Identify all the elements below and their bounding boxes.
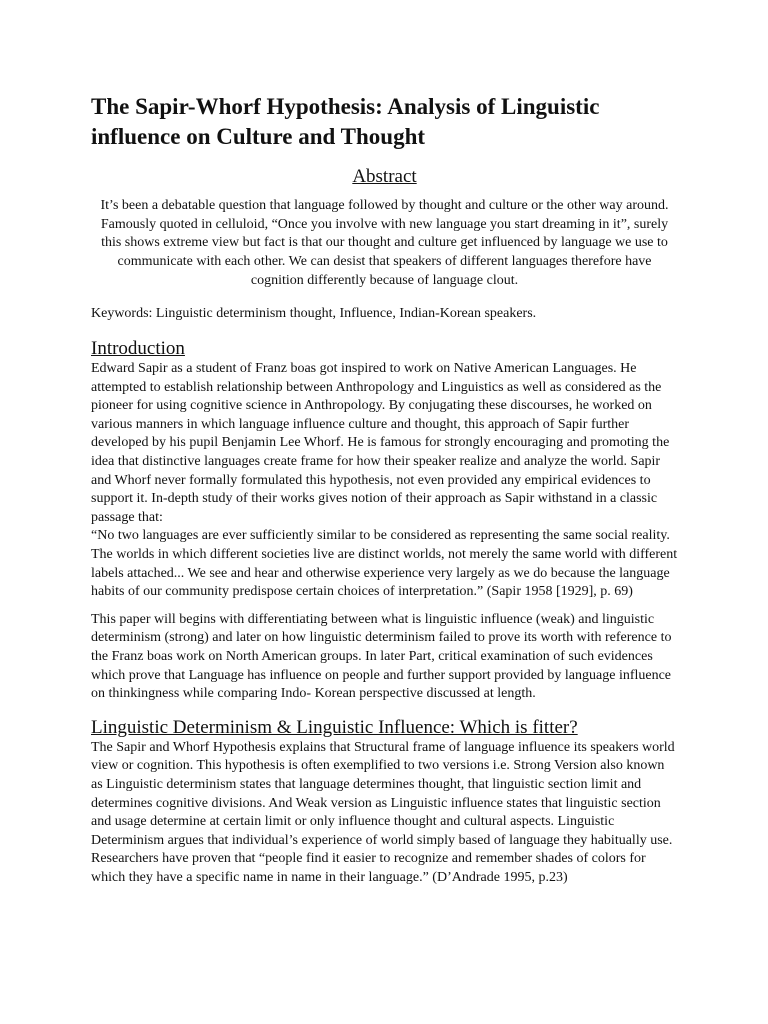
section-heading-linguistic-determinism: Linguistic Determinism & Linguistic Influence: Which is fitter? [91,716,578,738]
linguistic-determinism-paragraph: The Sapir and Whorf Hypothesis explains that Structural frame of language influence its speakers world view or cognition. This hypothesis is often exemplified to two versions i.e. Strong Version also known as Linguistic determinism states that language determines thought, that linguistic section limit and determines cognitive divisions. And Weak version as Linguistic influence states that linguistic section and usage determine at certain limit or only influence thought and cultural aspects. Linguistic Determinism argues that individual’s experience of world simply based of language they habitually use. Researchers have proven that “people find it easier to recognize and remember shades of colors for which they have a specific name in name in their language.” (D’Andrade 1995, p.23) [91,739,675,885]
introduction-paragraph: Edward Sapir as a student of Franz boas got inspired to work on Native American Languages. He attempted to establish relationship between Anthropology and Linguistics as well as considered as the pioneer for using cognitive science in Anthropology. By conjugating these discourses, he worked on various manners in which language influence culture and thought, this approach of Sapir further developed by his pupil Benjamin Lee Whorf. He is famous for strongly encouraging and promoting the idea that distinctive languages create frame for how their speaker realize and analyze the world. Sapir and Whorf never formally formulated this hypothesis, not even provided any empirical evidences to support it. In-depth study of their works gives notion of their approach as Sapir withstand in a classic passage that: [91,361,670,525]
document-title: The Sapir-Whorf Hypothesis: Analysis of Linguistic influence on Culture and Thought [91,94,600,149]
section-heading-introduction: Introduction [91,338,185,360]
abstract-text: It’s been a debatable question that language followed by thought and culture or the other way around. Famously quoted in celluloid, “Once you involve with new language you start dreaming in it”, surely this shows extreme view but fact is that our thought and culture get influenced by language we use to communicate with each other. We can desist that speakers of different languages therefore have cognition differently because of language clout. [100,198,669,288]
abstract-heading: Abstract [352,166,417,187]
keywords: Keywords: Linguistic determinism thought, Influence, Indian-Korean speakers. [91,305,537,321]
paper-outline-paragraph: This paper will begins with differentiating between what is linguistic influence (weak) and linguistic determinism (strong) and later on how linguistic determinism failed to prove its worth with reference to the Franz boas work on North American groups. In later Part, critical examination of such evidences which prove that Language has influence on people and further support provided by language influence on thinkingness while comparing Indo- Korean perspective discussed at length. [91,611,672,702]
sapir-quote-paragraph: “No two languages are ever sufficiently similar to be considered as representing the same social reality. The worlds in which different societies live are distinct worlds, not merely the same world with different labels attached... We see and hear and otherwise experience very largely as we do because the language habits of our community predispose certain choices of interpretation.” (Sapir 1958 [1929], p. 69) [91,528,678,600]
